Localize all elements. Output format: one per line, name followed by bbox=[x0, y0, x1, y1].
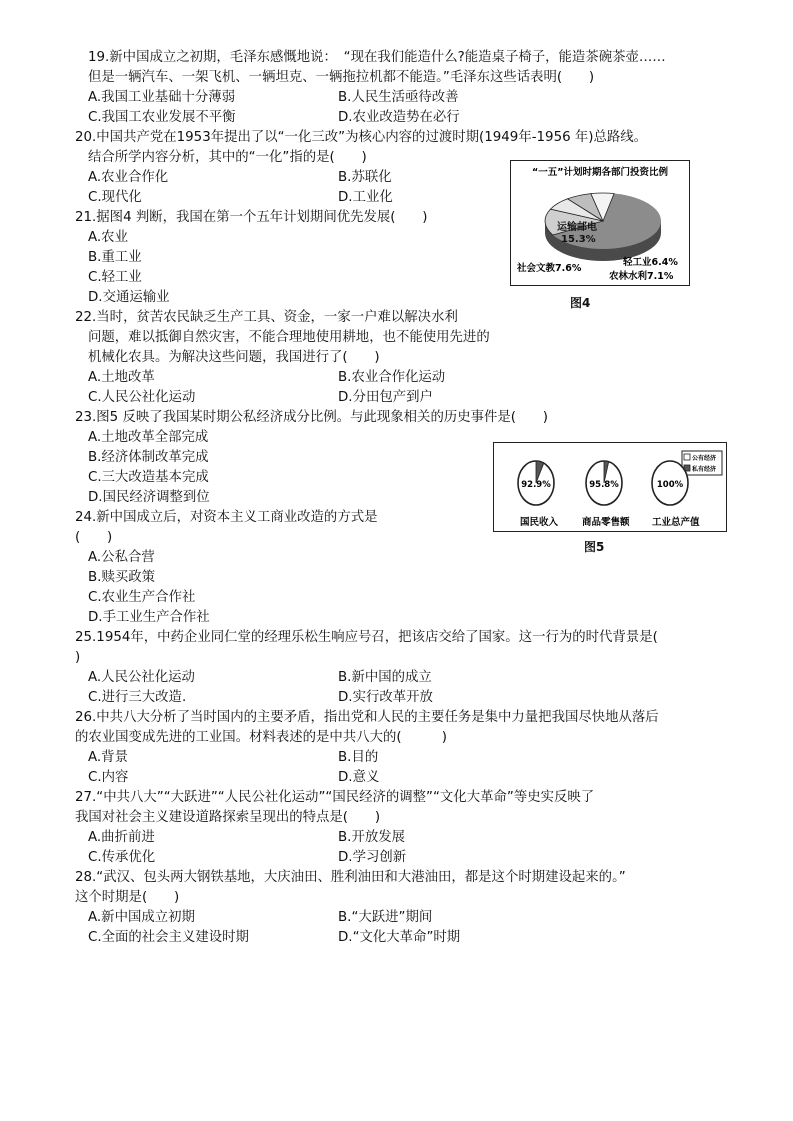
q25-stem-line1: 25.1954年，中药企业同仁堂的经理乐松生响应号召，把该店交给了国家。这一行为的时代背景是( bbox=[75, 630, 658, 645]
q26-option-b: B.目的 bbox=[338, 750, 379, 765]
q22-stem-line3: 机械化农具。为解决这些问题，我国进行了( ) bbox=[88, 350, 380, 365]
q26-option-a: A.背景 bbox=[88, 750, 128, 765]
q23-option-a: A.土地改革全部完成 bbox=[88, 430, 209, 445]
q25-option-a: A.人民公社化运动 bbox=[88, 670, 195, 685]
figure4-box bbox=[510, 160, 690, 286]
q23-option-d: D.国民经济调整到位 bbox=[88, 490, 210, 505]
q22-stem-line2: 问题，难以抵御自然灾害，不能合理地使用耕地，也不能使用先进的 bbox=[88, 330, 490, 345]
q21-option-b: B.重工业 bbox=[88, 250, 142, 265]
figure5-pies-svg bbox=[494, 443, 726, 531]
q26-stem-line2: 的农业国变成先进的工业国。材料表述的是中共八大的( ) bbox=[75, 730, 447, 745]
q20-option-c: C.现代化 bbox=[88, 190, 142, 205]
figure4-caption: 图4 bbox=[570, 296, 591, 310]
figure5-legend bbox=[682, 451, 722, 475]
q22-option-b: B.农业合作化运动 bbox=[338, 370, 446, 385]
figure4-pie-svg bbox=[511, 161, 689, 285]
q22-option-d: D.分田包产到户 bbox=[338, 390, 433, 405]
q26-option-d: D.意义 bbox=[338, 770, 380, 785]
q24-option-c: C.农业生产合作社 bbox=[88, 590, 196, 605]
q19-stem-line1: 19.新中国成立之初期，毛泽东感慨地说： “现在我们能造什么?能造桌子椅子，能造茶碗茶壶…… bbox=[88, 50, 666, 65]
figure4-label-culture: 社会文教7.6% bbox=[517, 263, 582, 274]
q27-stem-line1: 27.“中共八大”“大跃进”“人民公社化运动”“国民经济的调整”“文化大革命”等史实反映了 bbox=[75, 790, 595, 805]
q24-option-d: D.手工业生产合作社 bbox=[88, 610, 210, 625]
q27-option-d: D.学习创新 bbox=[338, 850, 407, 865]
q21-option-a: A.农业 bbox=[88, 230, 128, 245]
figure5-pies bbox=[518, 461, 688, 505]
figure5-legend-public-swatch bbox=[684, 454, 690, 460]
q25-option-b: B.新中国的成立 bbox=[338, 670, 432, 685]
figure5-pie-3-value: 100% bbox=[656, 480, 684, 490]
figure5-legend-public: 公有经济 bbox=[692, 455, 717, 462]
figure5-label-retail-sales: 商品零售额 bbox=[582, 517, 630, 528]
q21-option-d: D.交通运输业 bbox=[88, 290, 170, 305]
q25-option-c: C.进行三大改造. bbox=[88, 690, 187, 705]
q24-stem-line2: ( ) bbox=[75, 530, 113, 545]
q24-option-a: A.公私合营 bbox=[88, 550, 155, 565]
q20-stem-line2: 结合所学内容分析，其中的“一化”指的是( ) bbox=[88, 150, 367, 165]
q23-stem-line1: 23.图5 反映了我国某时期公私经济成分比例。与此现象相关的历史事件是( ) bbox=[75, 410, 549, 425]
q27-stem-line2: 我国对社会主义建设道路探索呈现出的特点是( ) bbox=[75, 810, 381, 825]
figure5-caption: 图5 bbox=[584, 540, 605, 554]
q27-option-c: C.传承优化 bbox=[88, 850, 156, 865]
q22-option-c: C.人民公社化运动 bbox=[88, 390, 196, 405]
q19-option-b: B.人民生活亟待改善 bbox=[338, 90, 459, 105]
figure5-label-national-income: 国民收入 bbox=[520, 517, 559, 528]
q26-option-c: C.内容 bbox=[88, 770, 129, 785]
figure4-label-transport: 运输邮电 15.3% bbox=[557, 222, 597, 245]
q28-stem-line2: 这个时期是( ) bbox=[75, 890, 180, 905]
q24-option-b: B.赎买政策 bbox=[88, 570, 156, 585]
q28-option-a: A.新中国成立初期 bbox=[88, 910, 195, 925]
q19-option-c: C.我国工农业发展不平衡 bbox=[88, 110, 236, 125]
q20-option-b: B.苏联化 bbox=[338, 170, 392, 185]
figure4-title: “一五”计划时期各部门投资比例 bbox=[532, 167, 668, 178]
q28-option-b: B.“大跃进”期间 bbox=[338, 910, 433, 925]
q22-option-a: A.土地改革 bbox=[88, 370, 155, 385]
figure5-legend-private: 私有经济 bbox=[692, 466, 717, 473]
figure5-label-industrial-output: 工业总产值 bbox=[652, 517, 700, 528]
figure5-box bbox=[493, 442, 727, 532]
q27-option-a: A.曲折前进 bbox=[88, 830, 155, 845]
q27-option-b: B.开放发展 bbox=[338, 830, 406, 845]
figure5-pie-2-value: 95.8% bbox=[589, 480, 619, 490]
q26-stem-line1: 26.中共八大分析了当时国内的主要矛盾，指出党和人民的主要任务是集中力量把我国尽快地从落后 bbox=[75, 710, 659, 725]
q23-option-c: C.三大改造基本完成 bbox=[88, 470, 209, 485]
q20-stem-line1: 20.中国共产党在1953年提出了以“一化三改”为核心内容的过渡时期(1949年-1956 年)总路线。 bbox=[75, 130, 648, 145]
figure4-label-light-industry: 轻工业6.4% bbox=[623, 257, 678, 268]
q24-stem-line1: 24.新中国成立后，对资本主义工商业改造的方式是 bbox=[75, 510, 378, 525]
q25-stem-line2: ) bbox=[75, 650, 81, 665]
figure5-pie-1-value: 92.9% bbox=[521, 480, 551, 490]
q19-option-d: D.农业改造势在必行 bbox=[338, 110, 460, 125]
figure4-label-agriculture: 农林水利7.1% bbox=[609, 271, 674, 282]
q21-stem-line1: 21.据图4 判断，我国在第一个五年计划期间优先发展( ) bbox=[75, 210, 428, 225]
q28-option-d: D.“文化大革命”时期 bbox=[338, 930, 461, 945]
q21-option-c: C.轻工业 bbox=[88, 270, 142, 285]
q28-stem-line1: 28.“武汉、包头两大钢铁基地，大庆油田、胜利油田和大港油田，都是这个时期建设起来的。” bbox=[75, 870, 626, 885]
q25-option-d: D.实行改革开放 bbox=[338, 690, 433, 705]
q20-option-d: D.工业化 bbox=[338, 190, 393, 205]
q20-option-a: A.农业合作化 bbox=[88, 170, 169, 185]
q22-stem-line1: 22.当时，贫苦农民缺乏生产工具、资金，一家一户难以解决水利 bbox=[75, 310, 458, 325]
q19-stem-line2: 但是一辆汽车、一架飞机、一辆坦克、一辆拖拉机都不能造。”毛泽东这些话表明( ) bbox=[88, 70, 595, 85]
q23-option-b: B.经济体制改革完成 bbox=[88, 450, 209, 465]
q19-option-a: A.我国工业基础十分薄弱 bbox=[88, 90, 236, 105]
q28-option-c: C.全面的社会主义建设时期 bbox=[88, 930, 249, 945]
